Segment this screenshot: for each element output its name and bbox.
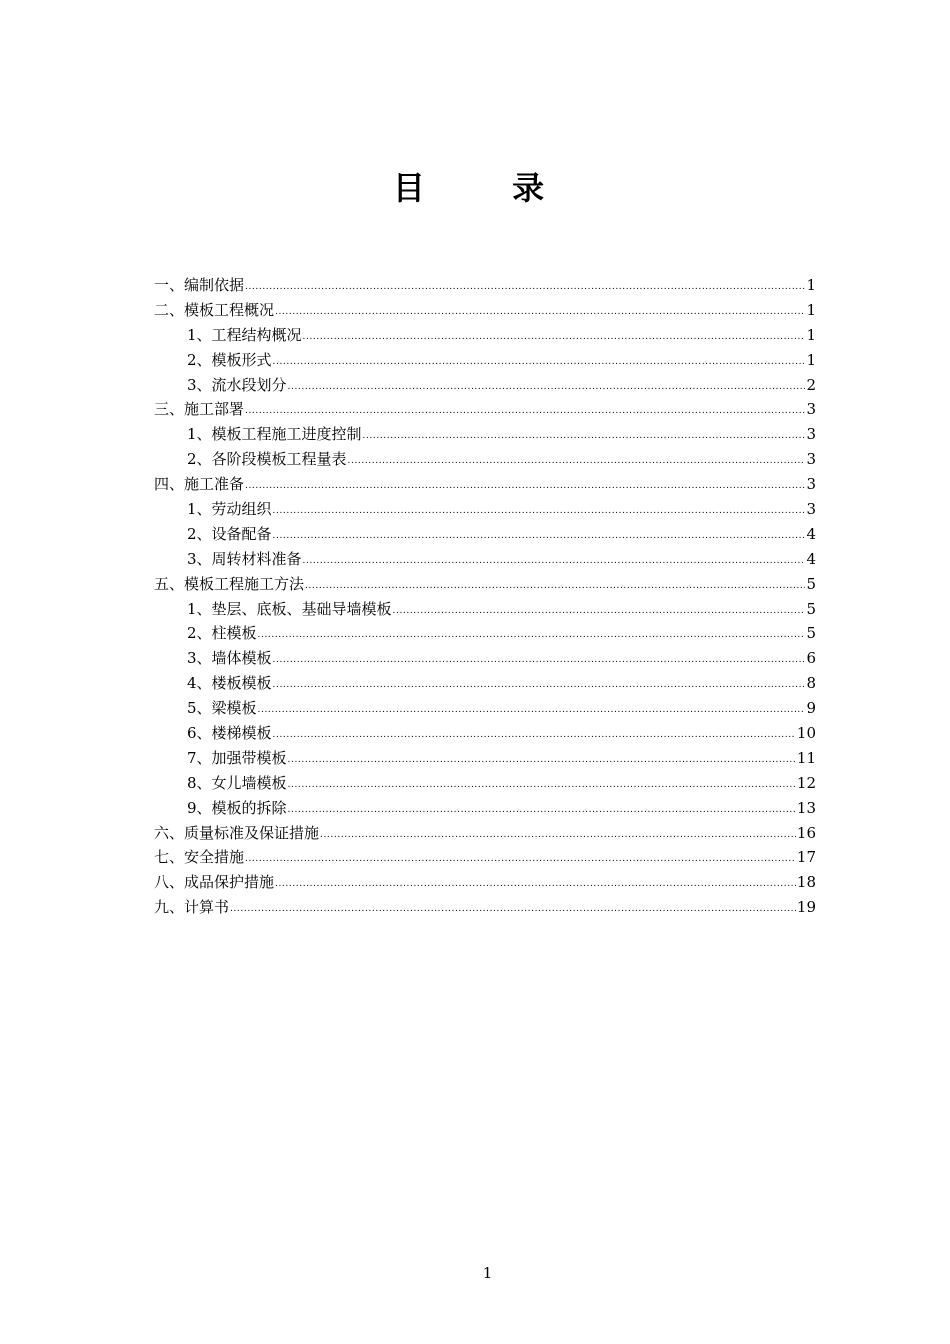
toc-entry[interactable] [154, 497, 816, 522]
toc-entry-page: 8 [806, 674, 816, 693]
toc-entry[interactable] [154, 273, 816, 298]
toc-entry[interactable] [154, 845, 816, 870]
toc-dot-leader [273, 656, 806, 665]
toc-entry-label: 一、编制依据 [154, 276, 245, 294]
toc-entry-page: 10 [796, 724, 816, 743]
toc-entry-page: 3 [806, 425, 816, 444]
toc-entry[interactable] [154, 796, 816, 821]
toc-entry-label: 2、各阶段模板工程量表 [187, 450, 347, 469]
toc-entry-label: 3、周转材料准备 [187, 549, 302, 568]
toc-entry[interactable] [154, 422, 816, 447]
toc-entry-label: 八、成品保护措施 [154, 873, 275, 892]
toc-dot-leader [245, 855, 796, 864]
toc-entry-label: 三、施工部署 [154, 400, 245, 419]
toc-entry-page: 4 [806, 524, 816, 543]
toc-entry[interactable] [154, 621, 816, 646]
toc-dot-leader [363, 432, 806, 441]
toc-entry-label: 2、模板形式 [187, 350, 272, 369]
toc-entry-label: 九、计算书 [154, 898, 230, 917]
toc-entry-page: 5 [806, 599, 816, 618]
toc-entry[interactable] [154, 870, 816, 895]
toc-dot-leader [245, 482, 805, 491]
toc-entry-label: 1、劳动组织 [187, 500, 272, 519]
toc-dot-leader [288, 806, 796, 815]
toc-dot-leader [393, 607, 806, 616]
toc-entry-label: 2、柱模板 [187, 624, 257, 643]
toc-entry[interactable] [154, 771, 816, 796]
toc-entry-label: 3、流水段划分 [187, 375, 287, 394]
toc-entry[interactable] [154, 572, 816, 597]
toc-entry-label: 9、模板的拆除 [187, 798, 287, 817]
toc-entry[interactable] [154, 597, 816, 622]
toc-entry-page: 5 [806, 574, 816, 593]
toc-entry[interactable] [154, 895, 816, 920]
toc-entry-page: 13 [796, 798, 816, 817]
toc-entry[interactable] [154, 298, 816, 323]
toc-entry-page: 17 [796, 848, 816, 867]
toc-entry-page: 4 [806, 549, 816, 568]
toc-entry-label: 六、质量标准及保证措施 [154, 823, 320, 842]
toc-entry-page: 11 [796, 748, 816, 767]
toc-dot-leader [245, 407, 805, 416]
toc-entry-label: 2、设备配备 [187, 524, 272, 543]
toc-entry-page: 1 [806, 300, 816, 319]
toc-dot-leader [288, 781, 796, 790]
toc-entry-label: 8、女儿墙模板 [187, 773, 287, 792]
toc-entry[interactable] [154, 746, 816, 771]
toc-entry-page: 3 [806, 450, 816, 469]
toc-entry-page: 1 [806, 350, 816, 369]
toc-dot-leader [273, 532, 806, 541]
toc-dot-leader [275, 880, 796, 889]
toc-entry[interactable] [154, 522, 816, 547]
toc-entry-page: 3 [806, 475, 816, 494]
toc-dot-leader [273, 681, 806, 690]
toc-entry-label: 5、梁模板 [187, 699, 257, 718]
toc-entry-page: 5 [806, 624, 816, 643]
toc-entry-page: 19 [796, 898, 816, 917]
toc-entry-page: 16 [796, 823, 816, 842]
toc-entry[interactable] [154, 821, 816, 846]
toc-entry[interactable] [154, 397, 816, 422]
toc-entry-label: 1、工程结构概况 [187, 325, 302, 344]
toc-dot-leader [230, 905, 796, 914]
toc-entry-page: 9 [806, 699, 816, 718]
toc-entry[interactable] [154, 447, 816, 472]
toc-entry-label: 3、墙体模板 [187, 649, 272, 668]
toc-entry-label: 6、楼梯模板 [187, 724, 272, 743]
toc-entry-label: 五、模板工程施工方法 [154, 574, 305, 593]
toc-entry[interactable] [154, 671, 816, 696]
toc-dot-leader [288, 383, 806, 392]
toc-dot-leader [273, 731, 796, 740]
toc-entry[interactable] [154, 348, 816, 373]
toc-entry[interactable] [154, 323, 816, 348]
toc-entry-label: 4、楼板模板 [187, 674, 272, 693]
toc-entry-page: 3 [806, 500, 816, 519]
toc-entry[interactable] [154, 721, 816, 746]
toc-entry-page: 12 [796, 773, 816, 792]
toc-entry[interactable] [154, 547, 816, 572]
toc-dot-leader [273, 507, 806, 516]
toc-dot-leader [258, 706, 806, 715]
toc-entry-page: 6 [806, 649, 816, 668]
toc-entry-page: 3 [806, 400, 816, 419]
toc-dot-leader [303, 557, 806, 566]
toc-entry-label: 7、加强带模板 [187, 748, 287, 767]
toc-entry[interactable] [154, 696, 816, 721]
toc-dot-leader [273, 358, 806, 367]
toc-dot-leader [320, 831, 796, 840]
toc-entry-label: 1、模板工程施工进度控制 [187, 425, 362, 444]
toc-dot-leader [288, 756, 796, 765]
toc-title: 目 录 [392, 169, 583, 207]
toc-entry[interactable] [154, 373, 816, 398]
toc-entry-page: 1 [806, 325, 816, 344]
toc-entry-page: 18 [796, 873, 816, 892]
toc-dot-leader [245, 283, 805, 292]
toc-dot-leader [348, 457, 806, 466]
toc-entry[interactable] [154, 472, 816, 497]
page-number: 1 [482, 1264, 493, 1282]
toc-entry-label: 二、模板工程概况 [154, 300, 275, 319]
table-of-contents [154, 273, 816, 920]
toc-entry-page: 1 [806, 276, 816, 294]
toc-dot-leader [303, 333, 806, 342]
toc-entry-label: 1、垫层、底板、基础导墙模板 [187, 599, 392, 618]
toc-entry-label: 四、施工准备 [154, 475, 245, 494]
toc-entry[interactable] [154, 646, 816, 671]
toc-entry-label: 七、安全措施 [154, 848, 245, 867]
toc-dot-leader [275, 308, 805, 317]
toc-dot-leader [305, 582, 805, 591]
toc-entry-page: 2 [806, 375, 816, 394]
toc-dot-leader [258, 631, 806, 640]
